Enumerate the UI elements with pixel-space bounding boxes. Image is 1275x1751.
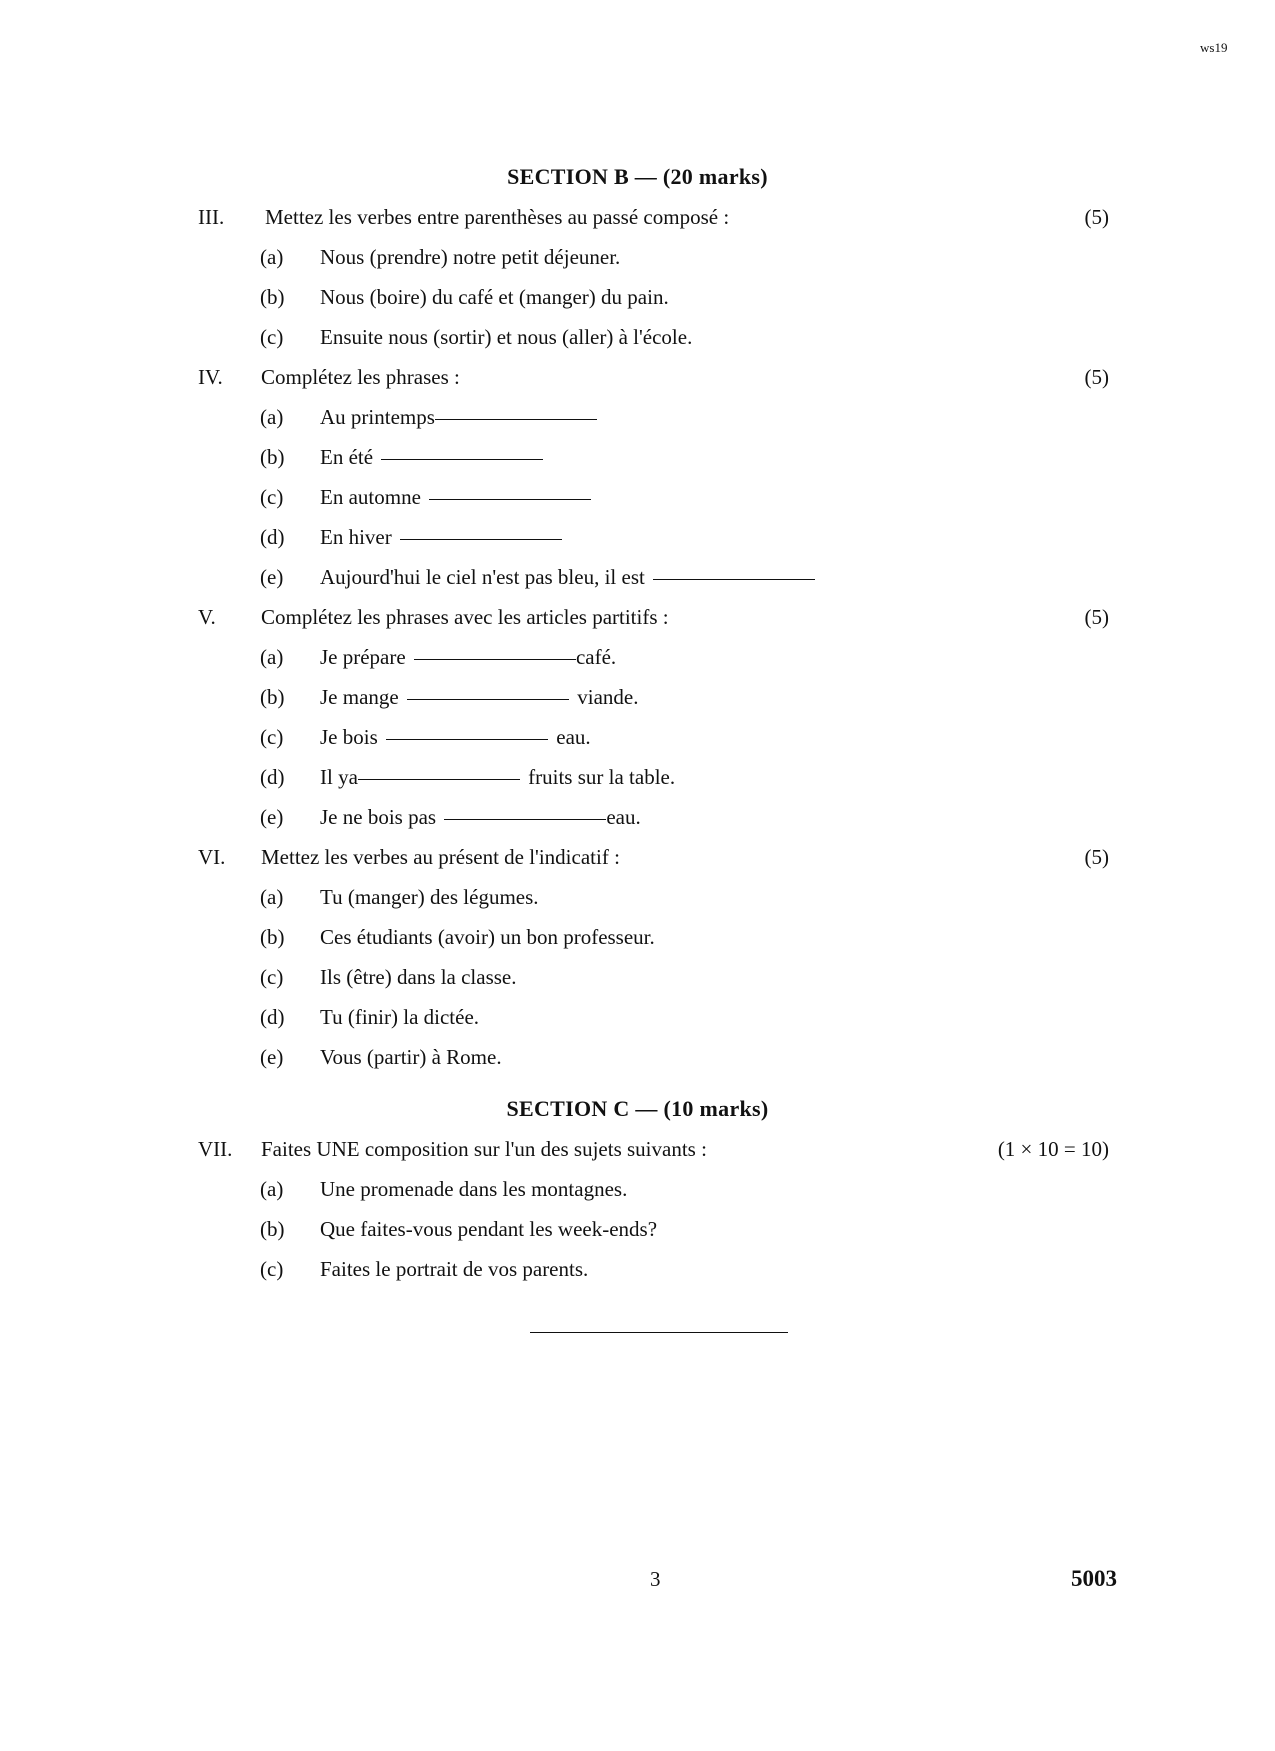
question-number: IV. (198, 365, 223, 389)
item-label: (b) (260, 445, 285, 469)
question-text: Complétez les phrases : (261, 365, 460, 389)
fill-in-item (320, 685, 638, 710)
item-text: Au printemps (320, 405, 435, 429)
fill-in-item (320, 445, 546, 470)
fill-in-item (320, 525, 565, 550)
item-label: (a) (260, 885, 284, 909)
item-label: (a) (260, 645, 284, 669)
item-label: (a) (260, 405, 284, 429)
question-number: V. (198, 605, 216, 629)
question-text: Complétez les phrases avec les articles partitifs : (261, 605, 669, 629)
answer-blank[interactable] (381, 459, 543, 460)
item-text: En automne (320, 485, 421, 509)
item-text: Une promenade dans les montagnes. (320, 1177, 628, 1201)
answer-blank[interactable] (400, 539, 562, 540)
item-label: (c) (260, 325, 284, 349)
item-label: (c) (260, 725, 284, 749)
item-text: Je mange (320, 685, 399, 709)
item-text: Ensuite nous (sortir) et nous (aller) à l'école. (320, 325, 693, 349)
item-text: En été (320, 445, 374, 469)
item-text: Je prépare (320, 645, 406, 669)
item-text-after: eau. (606, 805, 641, 829)
question-marks: (5) (1084, 845, 1109, 869)
item-text: Ces étudiants (avoir) un bon professeur. (320, 925, 655, 949)
item-text: En hiver (320, 525, 392, 549)
item-text: Tu (manger) des légumes. (320, 885, 539, 909)
question-number: III. (198, 205, 225, 229)
page-number: 3 (650, 1567, 661, 1591)
item-label: (e) (260, 565, 284, 589)
item-label: (c) (260, 965, 284, 989)
item-label: (d) (260, 765, 285, 789)
fill-in-item (320, 405, 600, 430)
fill-in-item (320, 725, 591, 750)
item-text-after: café. (575, 645, 617, 669)
section-c-title: SECTION C — (10 marks) (506, 1096, 769, 1121)
question-text: Faites UNE composition sur l'un des sujets suivants : (261, 1137, 707, 1161)
question-number: VI. (198, 845, 226, 869)
item-text: Tu (finir) la dictée. (320, 1005, 480, 1029)
question-text: Mettez les verbes entre parenthèses au passé composé : (265, 205, 730, 229)
answer-blank[interactable] (414, 659, 576, 660)
fill-in-item (320, 565, 818, 590)
item-label: (e) (260, 805, 284, 829)
item-text: Ils (être) dans la classe. (320, 965, 517, 989)
item-text: Je ne bois pas (320, 805, 437, 829)
question-marks: (1 × 10 = 10) (997, 1137, 1109, 1161)
answer-blank[interactable] (358, 779, 520, 780)
answer-blank[interactable] (429, 499, 591, 500)
item-text: Que faites-vous pendant les week-ends? (320, 1217, 658, 1241)
fill-in-item (320, 485, 594, 510)
fill-in-item (320, 645, 616, 670)
answer-blank[interactable] (435, 419, 597, 420)
answer-blank[interactable] (386, 739, 548, 740)
item-label: (e) (260, 1045, 284, 1069)
item-label: (c) (260, 1257, 284, 1281)
answer-blank[interactable] (407, 699, 569, 700)
question-number: VII. (198, 1137, 233, 1161)
item-label: (b) (260, 925, 285, 949)
document-code: ws19 (1200, 40, 1228, 55)
end-rule (530, 1332, 788, 1333)
item-label: (b) (260, 685, 285, 709)
item-text: Je bois (320, 725, 378, 749)
question-marks: (5) (1084, 365, 1109, 389)
question-text: Mettez les verbes au présent de l'indicatif : (261, 845, 620, 869)
question-marks: (5) (1084, 205, 1109, 229)
answer-blank[interactable] (444, 819, 606, 820)
paper-code: 5003 (1071, 1566, 1117, 1591)
fill-in-item (320, 805, 641, 830)
item-label: (b) (260, 285, 285, 309)
question-marks: (5) (1084, 605, 1109, 629)
item-label: (b) (260, 1217, 285, 1241)
item-text: Nous (boire) du café et (manger) du pain. (320, 285, 669, 309)
item-text-after: viande. (577, 685, 639, 709)
section-b-title: SECTION B — (20 marks) (507, 164, 768, 189)
item-label: (a) (260, 1177, 284, 1201)
item-label: (a) (260, 245, 284, 269)
item-label: (c) (260, 485, 284, 509)
item-text: Aujourd'hui le ciel n'est pas bleu, il est (320, 565, 645, 589)
item-text-after: fruits sur la table. (528, 765, 676, 789)
answer-blank[interactable] (653, 579, 815, 580)
item-text: Nous (prendre) notre petit déjeuner. (320, 245, 621, 269)
item-label: (d) (260, 525, 285, 549)
item-text-after: eau. (556, 725, 591, 749)
fill-in-item (320, 765, 675, 790)
item-text: Faites le portrait de vos parents. (320, 1257, 589, 1281)
item-text: Il ya (320, 765, 358, 789)
item-text: Vous (partir) à Rome. (320, 1045, 502, 1069)
item-label: (d) (260, 1005, 285, 1029)
